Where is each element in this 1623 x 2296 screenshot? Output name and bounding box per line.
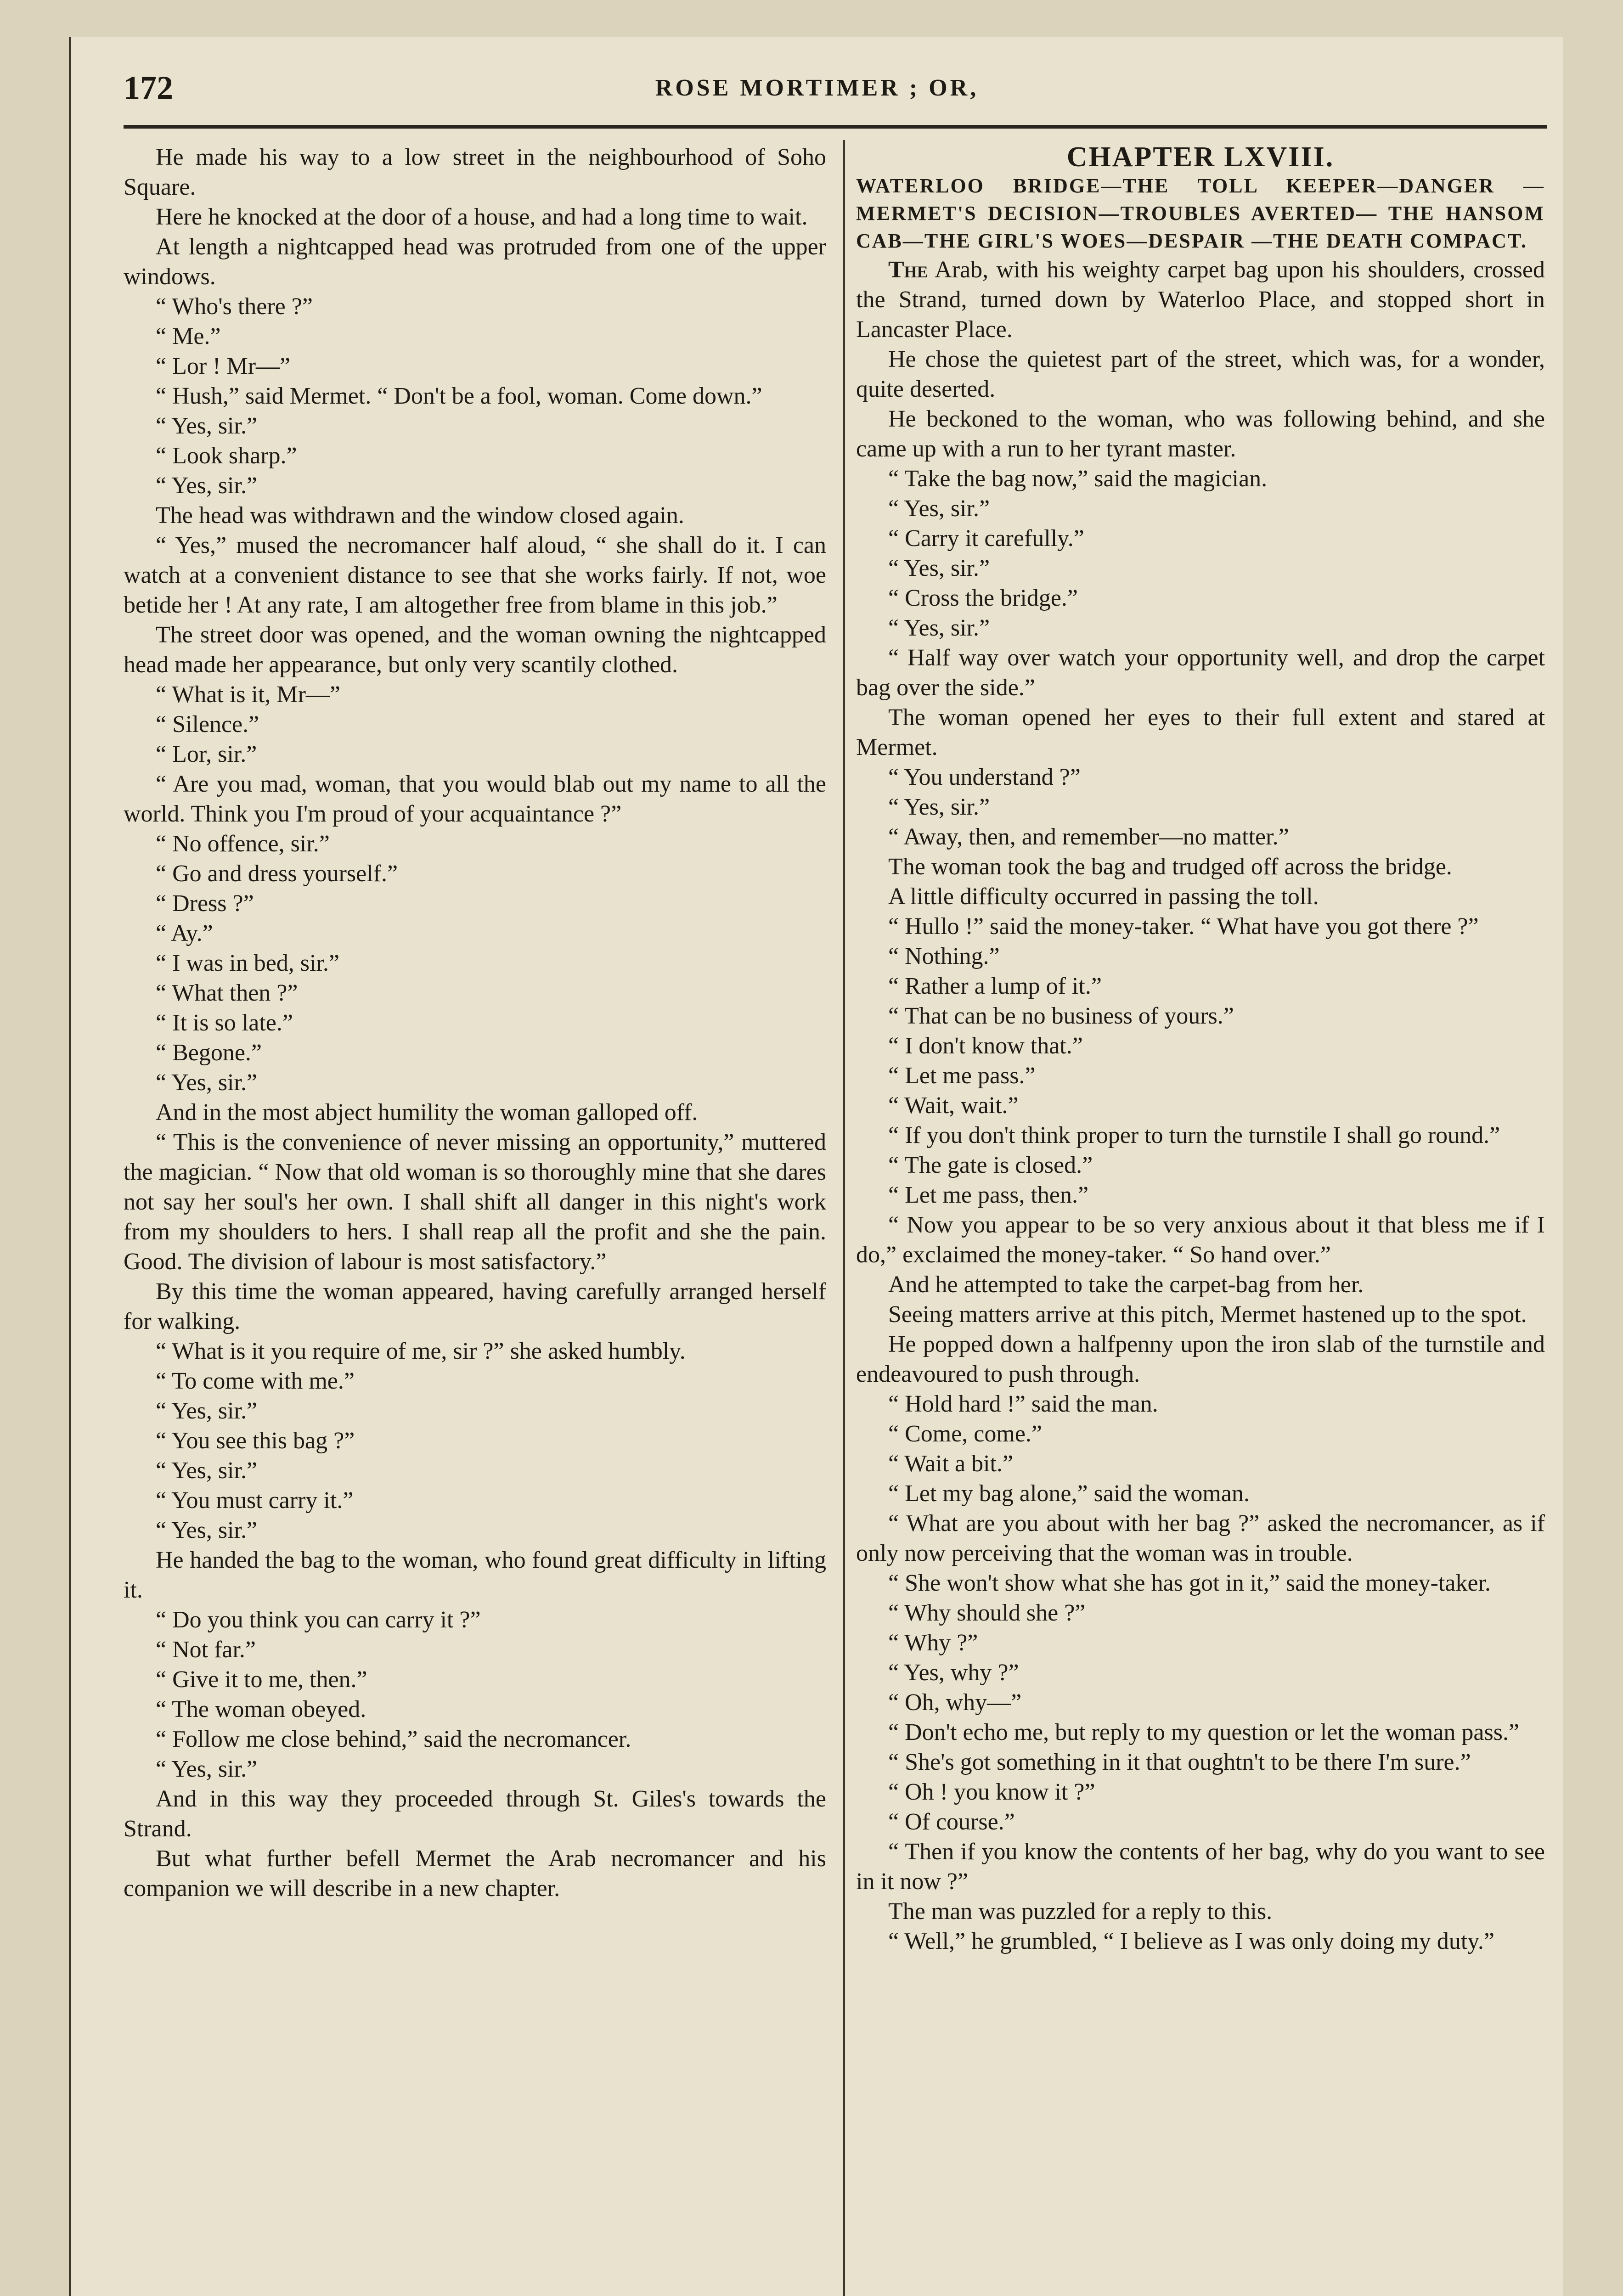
paragraph: “ Lor ! Mr—”: [156, 353, 291, 379]
paragraph: “ Let my bag alone,” said the woman.: [888, 1480, 1250, 1507]
lead-word: The: [888, 257, 928, 283]
paragraph: “ If you don't think proper to turn the turnstile I shall go round.”: [888, 1122, 1500, 1148]
left-column: [124, 142, 826, 1903]
paragraph: “ To come with me.”: [156, 1368, 355, 1394]
paragraph: The street door was opened, and the woman owning the nightcapped head made her appearance, but only very scantily clothed.: [124, 622, 826, 678]
paragraph: He chose the quietest part of the street, which was, for a wonder, quite deserted.: [856, 346, 1545, 402]
paragraph: “ Half way over watch your opportunity well, and drop the carpet bag over the side.”: [856, 645, 1545, 701]
paragraph: “ Hullo !” said the money-taker. “ What have you got there ?”: [888, 913, 1479, 940]
paragraph: “ Ay.”: [156, 920, 213, 946]
opening-text: Arab, with his weighty carpet bag upon his shoulders, crossed the Strand, turned down by Waterloo Place, and stopped short in Lancaster Place.: [856, 257, 1545, 343]
paragraph: “ Well,” he grumbled, “ I believe as I was only doing my duty.”: [888, 1928, 1495, 1954]
paragraph: “ Let me pass.”: [888, 1063, 1036, 1089]
paragraph: “ Away, then, and remember—no matter.”: [888, 824, 1289, 850]
paragraph: “ This is the convenience of never missing an opportunity,” muttered the magician. “ Now that old woman is so thoroughly mine that she dares not say her soul's her own. I shall shift all danger in this night's work from my shoulders to hers. I shall reap all the profit and she the pain. Good. The division of labour is most satisfactory.”: [124, 1129, 826, 1275]
paragraph: “ Hold hard !” said the man.: [888, 1391, 1158, 1417]
paragraph: “ Now you appear to be so very anxious about it that bless me if I do,” exclaimed the money-taker. “ So hand over.”: [856, 1212, 1545, 1268]
paragraph: “ Not far.”: [156, 1637, 256, 1663]
paragraph: Here he knocked at the door of a house, and had a long time to wait.: [156, 204, 808, 230]
paragraph: “ Come, come.”: [888, 1421, 1042, 1447]
paragraph: He handed the bag to the woman, who found great difficulty in lifting it.: [124, 1547, 826, 1603]
paragraph: “ What then ?”: [156, 980, 298, 1006]
paragraph: “ Nothing.”: [888, 943, 1000, 969]
paragraph: “ Lor, sir.”: [156, 741, 257, 767]
page-header: [71, 37, 1563, 135]
page-number: 172: [124, 69, 173, 106]
paragraph: “ Yes, sir.”: [156, 1517, 258, 1543]
paragraph: The woman took the bag and trudged off across the bridge.: [888, 854, 1452, 880]
paragraph: He popped down a halfpenny upon the iron slab of the turnstile and endeavoured to push through.: [856, 1331, 1545, 1387]
paragraph: “ Who's there ?”: [156, 293, 313, 320]
chapter-opening-paragraph: [856, 255, 1545, 344]
paragraph: “ Rather a lump of it.”: [888, 973, 1102, 999]
paragraph: “ Why should she ?”: [888, 1600, 1086, 1626]
paragraph: “ She won't show what she has got in it,” said the money-taker.: [888, 1570, 1491, 1596]
paragraph: “ Carry it carefully.”: [888, 525, 1084, 551]
paragraph: “ It is so late.”: [156, 1010, 293, 1036]
paragraph: Seeing matters arrive at this pitch, Mermet hastened up to the spot.: [888, 1301, 1527, 1328]
paragraph: “ I don't know that.”: [888, 1033, 1083, 1059]
paragraph: By this time the woman appeared, having carefully arranged herself for walking.: [124, 1278, 826, 1334]
paragraph: “ Oh, why—”: [888, 1689, 1022, 1716]
paragraph: And in this way they proceeded through St. Giles's towards the Strand.: [124, 1786, 826, 1842]
paragraph: “ She's got something in it that oughtn't to be there I'm sure.”: [888, 1749, 1471, 1775]
paragraph: “ Silence.”: [156, 711, 259, 737]
paragraph: “ Cross the bridge.”: [888, 585, 1078, 611]
chapter-synopsis: WATERLOO BRIDGE—THE TOLL KEEPER—DANGER —MERMET'S DECISION—TROUBLES AVERTED— THE HANSOM CAB—THE GIRL'S WOES—DESPAIR —THE DEATH COMPACT.: [856, 174, 1545, 252]
paragraph: A little difficulty occurred in passing the toll.: [888, 884, 1319, 910]
paragraph: He made his way to a low street in the neighbourhood of Soho Square.: [124, 144, 826, 200]
paragraph: The man was puzzled for a reply to this.: [888, 1898, 1273, 1925]
paragraph: “ Go and dress yourself.”: [156, 861, 398, 887]
paragraph: “ No offence, sir.”: [156, 831, 330, 857]
paragraph: “ Let me pass, then.”: [888, 1182, 1089, 1208]
paragraph: “ Yes, why ?”: [888, 1660, 1019, 1686]
paragraph: “ Me.”: [156, 323, 221, 349]
paragraph: “ Are you mad, woman, that you would blab out my name to all the world. Think you I'm proud of your acquaintance ?”: [124, 771, 826, 827]
paragraph: “ Wait a bit.”: [888, 1451, 1014, 1477]
paragraph: “ Follow me close behind,” said the necromancer.: [156, 1726, 631, 1752]
column-divider: [843, 140, 845, 2296]
paragraph: “ Take the bag now,” said the magician.: [888, 466, 1268, 492]
paragraph: “ The woman obeyed.: [156, 1696, 366, 1722]
paragraph: “ That can be no business of yours.”: [888, 1003, 1234, 1029]
paragraph: “ Yes, sir.”: [156, 1756, 258, 1782]
paragraph: “ Begone.”: [156, 1040, 262, 1066]
paragraph: But what further befell Mermet the Arab necromancer and his companion we will describe in a new chapter.: [124, 1846, 826, 1902]
paragraph: “ Hush,” said Mermet. “ Don't be a fool, woman. Come down.”: [156, 383, 762, 409]
right-paragraphs: [856, 344, 1545, 1956]
paragraph: “ What is it, Mr—”: [156, 681, 340, 708]
paragraph: “ What is it you require of me, sir ?” she asked humbly.: [156, 1338, 686, 1364]
paragraph: And he attempted to take the carpet-bag from her.: [888, 1272, 1364, 1298]
paragraph: “ You must carry it.”: [156, 1487, 354, 1514]
paragraph: The woman opened her eyes to their full extent and stared at Mermet.: [856, 704, 1545, 760]
paragraph: He beckoned to the woman, who was following behind, and she came up with a run to her tyrant master.: [856, 406, 1545, 462]
paragraph: “ Yes, sir.”: [888, 495, 990, 522]
chapter-title: CHAPTER LXVIII.: [1066, 141, 1335, 173]
paragraph: “ Give it to me, then.”: [156, 1666, 367, 1693]
paragraph: “ Yes, sir.”: [156, 1069, 258, 1096]
book-page: [69, 37, 1563, 2296]
paragraph: “ Look sharp.”: [156, 443, 297, 469]
paragraph: “ What are you about with her bag ?” asked the necromancer, as if only now perceiving that the woman was in trouble.: [856, 1510, 1545, 1566]
paragraph: “ Yes, sir.”: [888, 615, 990, 641]
paragraph: “ Yes, sir.”: [156, 1398, 258, 1424]
running-head: ROSE MORTIMER ; OR,: [655, 75, 979, 101]
paragraph: “ You see this bag ?”: [156, 1428, 355, 1454]
paragraph: “ Yes, sir.”: [156, 1458, 258, 1484]
paragraph: “ Yes, sir.”: [156, 473, 258, 499]
paragraph: “ Why ?”: [888, 1630, 978, 1656]
right-column: [856, 142, 1545, 1956]
paragraph: At length a nightcapped head was protruded from one of the upper windows.: [124, 234, 826, 290]
paragraph: “ Yes, sir.”: [888, 555, 990, 581]
paragraph: “ Don't echo me, but reply to my question or let the woman pass.”: [888, 1719, 1520, 1745]
paragraph: “ Do you think you can carry it ?”: [156, 1607, 481, 1633]
paragraph: “ The gate is closed.”: [888, 1152, 1093, 1178]
paragraph: “ Of course.”: [888, 1809, 1015, 1835]
paragraph: “ Wait, wait.”: [888, 1092, 1019, 1119]
paragraph: “ Yes, sir.”: [888, 794, 990, 820]
paragraph: “ Yes,” mused the necromancer half aloud, “ she shall do it. I can watch at a convenient distance to see that she works fairly. If not, woe betide her ! At any rate, I am altogether free from blame in this job.”: [124, 532, 826, 618]
paragraph: “ Yes, sir.”: [156, 413, 258, 439]
paragraph: “ Dress ?”: [156, 890, 254, 917]
paragraph: The head was withdrawn and the window closed again.: [156, 502, 684, 529]
paragraph: And in the most abject humility the woman galloped off.: [156, 1099, 698, 1125]
paragraph: “ Then if you know the contents of her bag, why do you want to see in it now ?”: [856, 1839, 1545, 1895]
paragraph: “ Oh ! you know it ?”: [888, 1779, 1095, 1805]
header-rule: [124, 125, 1547, 129]
paragraph: “ You understand ?”: [888, 764, 1081, 790]
paragraph: “ I was in bed, sir.”: [156, 950, 340, 976]
